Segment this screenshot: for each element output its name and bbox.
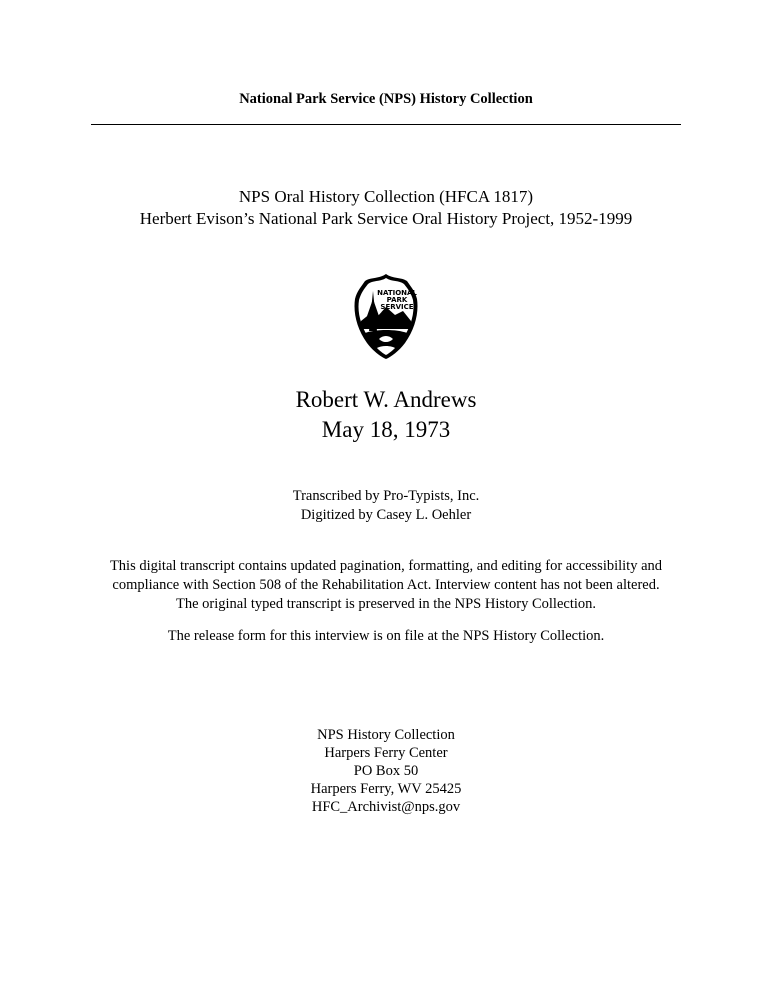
- logo-text-park: PARK: [386, 296, 408, 304]
- notice-line-2: compliance with Section 508 of the Rehabilitation Act. Interview content has not been altered.: [112, 577, 660, 593]
- interview-title-block: [0, 385, 772, 445]
- interviewee-name: Robert W. Andrews: [295, 387, 477, 412]
- credits-block: [0, 487, 772, 525]
- address-line-2: Harpers Ferry Center: [324, 745, 448, 761]
- interview-date: May 18, 1973: [321, 417, 451, 442]
- page-header-title: National Park Service (NPS) History Collection: [239, 91, 533, 107]
- address-line-1: NPS History Collection: [317, 727, 455, 743]
- logo-text-service: SERVICE: [380, 303, 414, 311]
- address-line-3: PO Box 50: [353, 763, 419, 779]
- digitized-by: Digitized by Casey L. Oehler: [300, 507, 472, 523]
- collection-info: [0, 186, 772, 230]
- collection-line-1: NPS Oral History Collection (HFCA 1817): [238, 187, 534, 206]
- collection-line-2: Herbert Evison’s National Park Service Oral History Project, 1952-1999: [139, 209, 633, 228]
- notice-line-3: The original typed transcript is preserved in the NPS History Collection.: [175, 596, 597, 612]
- contact-email: HFC_Archivist@nps.gov: [311, 799, 461, 815]
- accessibility-notice: [0, 557, 772, 614]
- logo-text-national: NATIONAL: [377, 289, 417, 297]
- nps-arrowhead-icon: [353, 273, 419, 359]
- header-divider: [91, 124, 681, 125]
- address-line-4: Harpers Ferry, WV 25425: [310, 781, 462, 797]
- contact-address: [0, 726, 772, 816]
- release-form-note: The release form for this interview is on file at the NPS History Collection.: [167, 628, 605, 644]
- transcribed-by: Transcribed by Pro-Typists, Inc.: [292, 488, 480, 504]
- notice-line-1: This digital transcript contains updated pagination, formatting, and editing for accessibility and: [109, 558, 663, 574]
